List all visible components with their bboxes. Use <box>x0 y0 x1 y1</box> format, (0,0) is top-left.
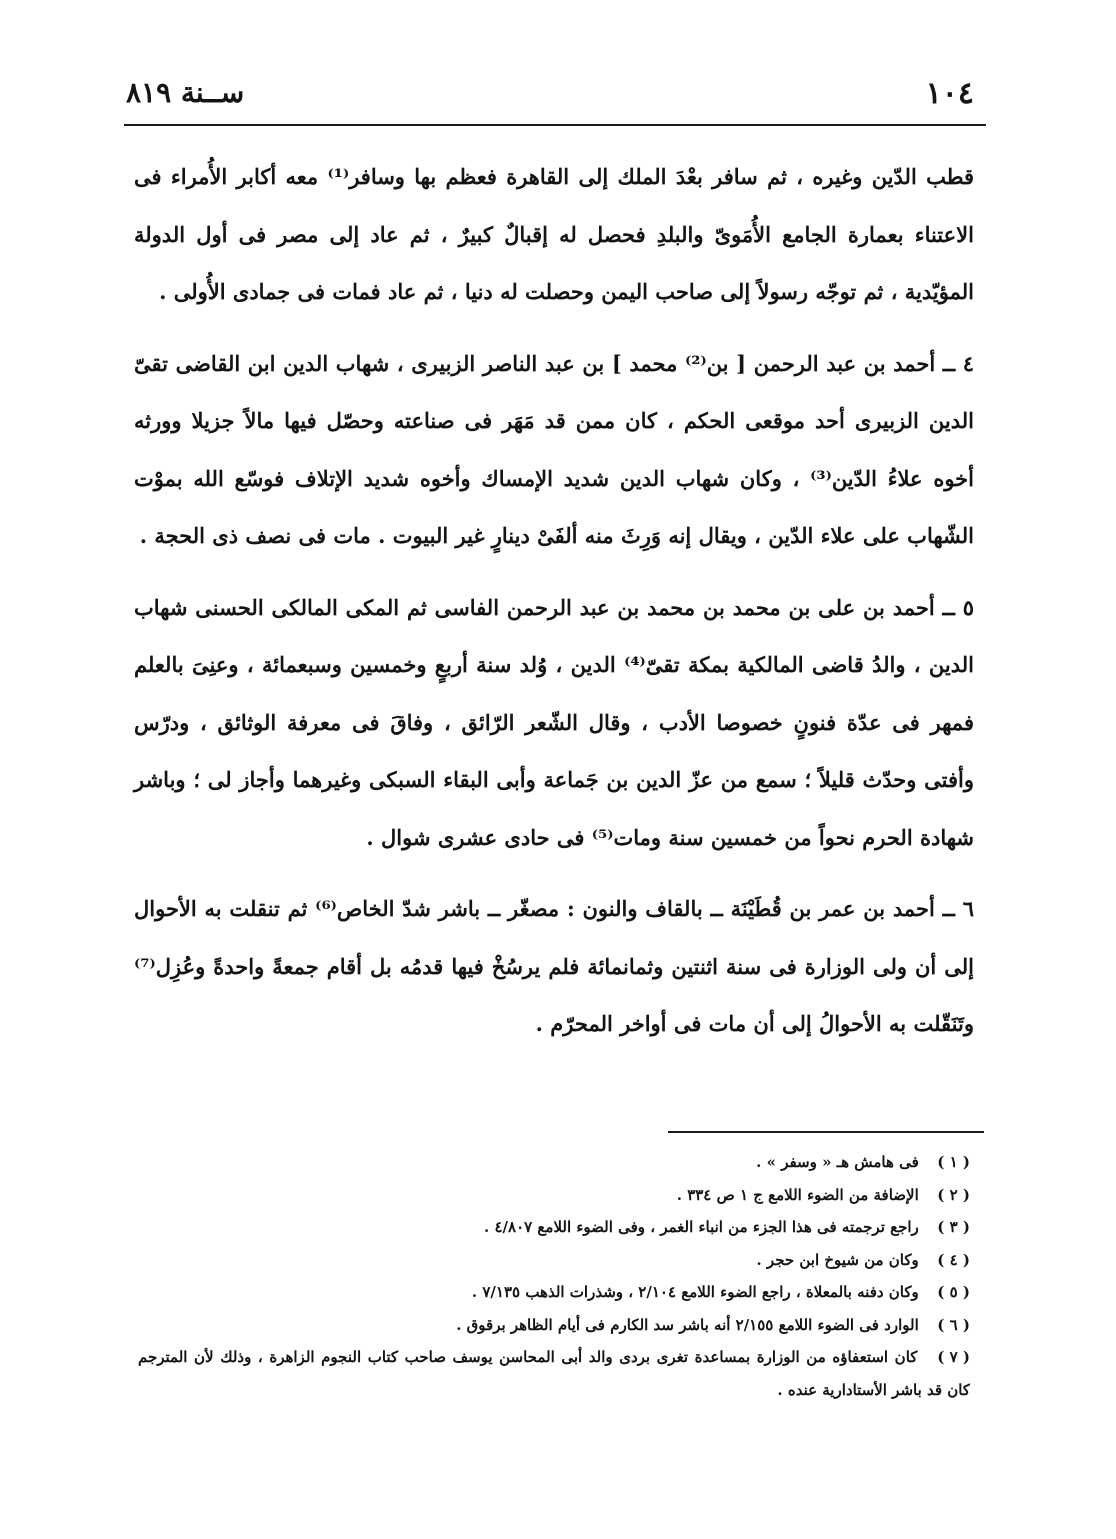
footnote-text: وكان من شيوخ ابن حجر . <box>756 1250 919 1269</box>
footnote-mark: ( ٤ ) <box>937 1250 970 1269</box>
footnote-rule <box>668 1131 984 1133</box>
footnote-text: فى هامش هـ « وسفر » . <box>756 1153 919 1171</box>
footnote-3 <box>200 1211 970 1244</box>
footnote-mark: ( ٥ ) <box>937 1283 970 1301</box>
footnote-mark: ( ٢ ) <box>937 1185 970 1204</box>
footnote-text: الوارد فى الضوء اللامع ٢/١٥٥ أنه باشر سد الكارم فى أيام الظاهر برقوق . <box>456 1315 919 1334</box>
footnote-text: الإضافة من الضوء اللامع ج ١ ص ٣٣٤ . <box>676 1185 919 1204</box>
footnote-mark: ( ٦ ) <box>937 1315 970 1334</box>
footnote-6 <box>200 1309 970 1342</box>
footnote-mark: ( ١ ) <box>937 1153 970 1171</box>
footnotes <box>138 1146 970 1406</box>
page-header <box>122 72 984 122</box>
main-text <box>134 148 974 1053</box>
page-number: ١٠٤ <box>925 76 974 111</box>
footnote-4 <box>200 1244 970 1277</box>
entry-5: ٥ ــ أحمد بن على بن محمد بن محمد بن عبد الرحمن الفاسى ثم المكى المالكى الحسنى شهاب الدين ، والدُ قاضى المالكية بمكة تقىّ⁽⁴⁾ الدين ، وُلد سنة أربعٍ وخمسين وسبعمائة ، وعنِىَ بالعلم فمهر فى عدّة فنونٍ خصوصا الأدب ، وقال الشّعر الرّائق ، وفاقَ فى معرفة الوثائق ، ودرّس وأفتى وحدّث قليلاً ؛ سمع من عزّ الدين بن جَماعة وأبى البقاء السبكى وغيرهما وأجاز لى ؛ وباشر شهادة الحرم نحواً من خمسين سنة ومات⁽⁵⁾ فى حادى عشرى شوال . <box>134 594 974 850</box>
footnote-text: راجع ترجمته فى هذا الجزء من انباء الغمر ، وفى الضوء اللامع ٤/٨٠٧ . <box>484 1218 919 1236</box>
header-rule <box>124 124 986 126</box>
footnote-1 <box>200 1146 970 1179</box>
entry-4: ٤ ــ أحمد بن عبد الرحمن [ بن⁽²⁾ محمد ] بن عبد الناصر الزبيرى ، شهاب الدين ابن القاضى تقىّ الدين الزبيرى أحد موقعى الحكم ، كان ممن قد مَهَر فى صناعته وحصّل فيها مالاً جزيلا وورثه أخوه علاءُ الدّين⁽³⁾ ، وكان شهاب الدين شديد الإمساك وأخوه شديد الإتلاف فوسّع الله بموْت الشّهاب على علاء الدّين ، ويقال إنه وَرِثَ منه ألفَىْ دينارٍ غير البيوت . مات فى نصف ذى الحجة . <box>134 350 974 548</box>
footnote-text: وكان دفنه بالمعلاة ، راجع الضوء اللامع ٢/١٠٤ ، وشذرات الذهب ٧/١٣٥ . <box>471 1283 919 1301</box>
footnote-mark: ( ٣ ) <box>937 1218 970 1236</box>
paragraph-continuation: قطب الدّين وغيره ، ثم سافر بعْدَ الملك إلى القاهرة فعظم بها وسافر⁽¹⁾ معه أكابر الأُمراء فى الاعتناء بعمارة الجامع الأُمَوىّ والبلدِ فحصل له إقبالٌ كبيرٌ ، ثم عاد إلى مصر فى أول الدولة المؤيّدية ، ثم توجّه رسولاً إلى صاحب اليمن وحصلت له دنيا ، ثم عاد فمات فى جمادى الأُولى . <box>134 164 974 304</box>
entry-6: ٦ ــ أحمد بن عمر بن قُطَيْنَة ــ بالقاف والنون : مصغّر ــ باشر شدّ الخاص⁽⁶⁾ ثم تنقلت به الأحوال إلى أن ولى الوزارة فى سنة اثنتين وثمانمائة فلم يرسُخْ فيها قدمُه بل أقام جمعةً واحدةً وعُزِل⁽⁷⁾ وتَنَقّلت به الأحوالُ إلى أن مات فى أواخر المحرّم . <box>134 896 974 1036</box>
footnote-7 <box>138 1341 970 1406</box>
footnote-mark: ( ٧ ) <box>937 1348 970 1366</box>
footnote-2 <box>200 1179 970 1212</box>
footnote-text: كان استعفاؤه من الوزارة بمساعدة تغرى بردى والد أبى المحاسن يوسف صاحب كتاب النجوم الزاهرة ، وذلك لأن المترجم كان قد باشر الأستادارية عنده . <box>138 1348 970 1399</box>
running-title: ســنة ٨١٩ <box>126 76 245 109</box>
footnote-5 <box>200 1276 970 1309</box>
